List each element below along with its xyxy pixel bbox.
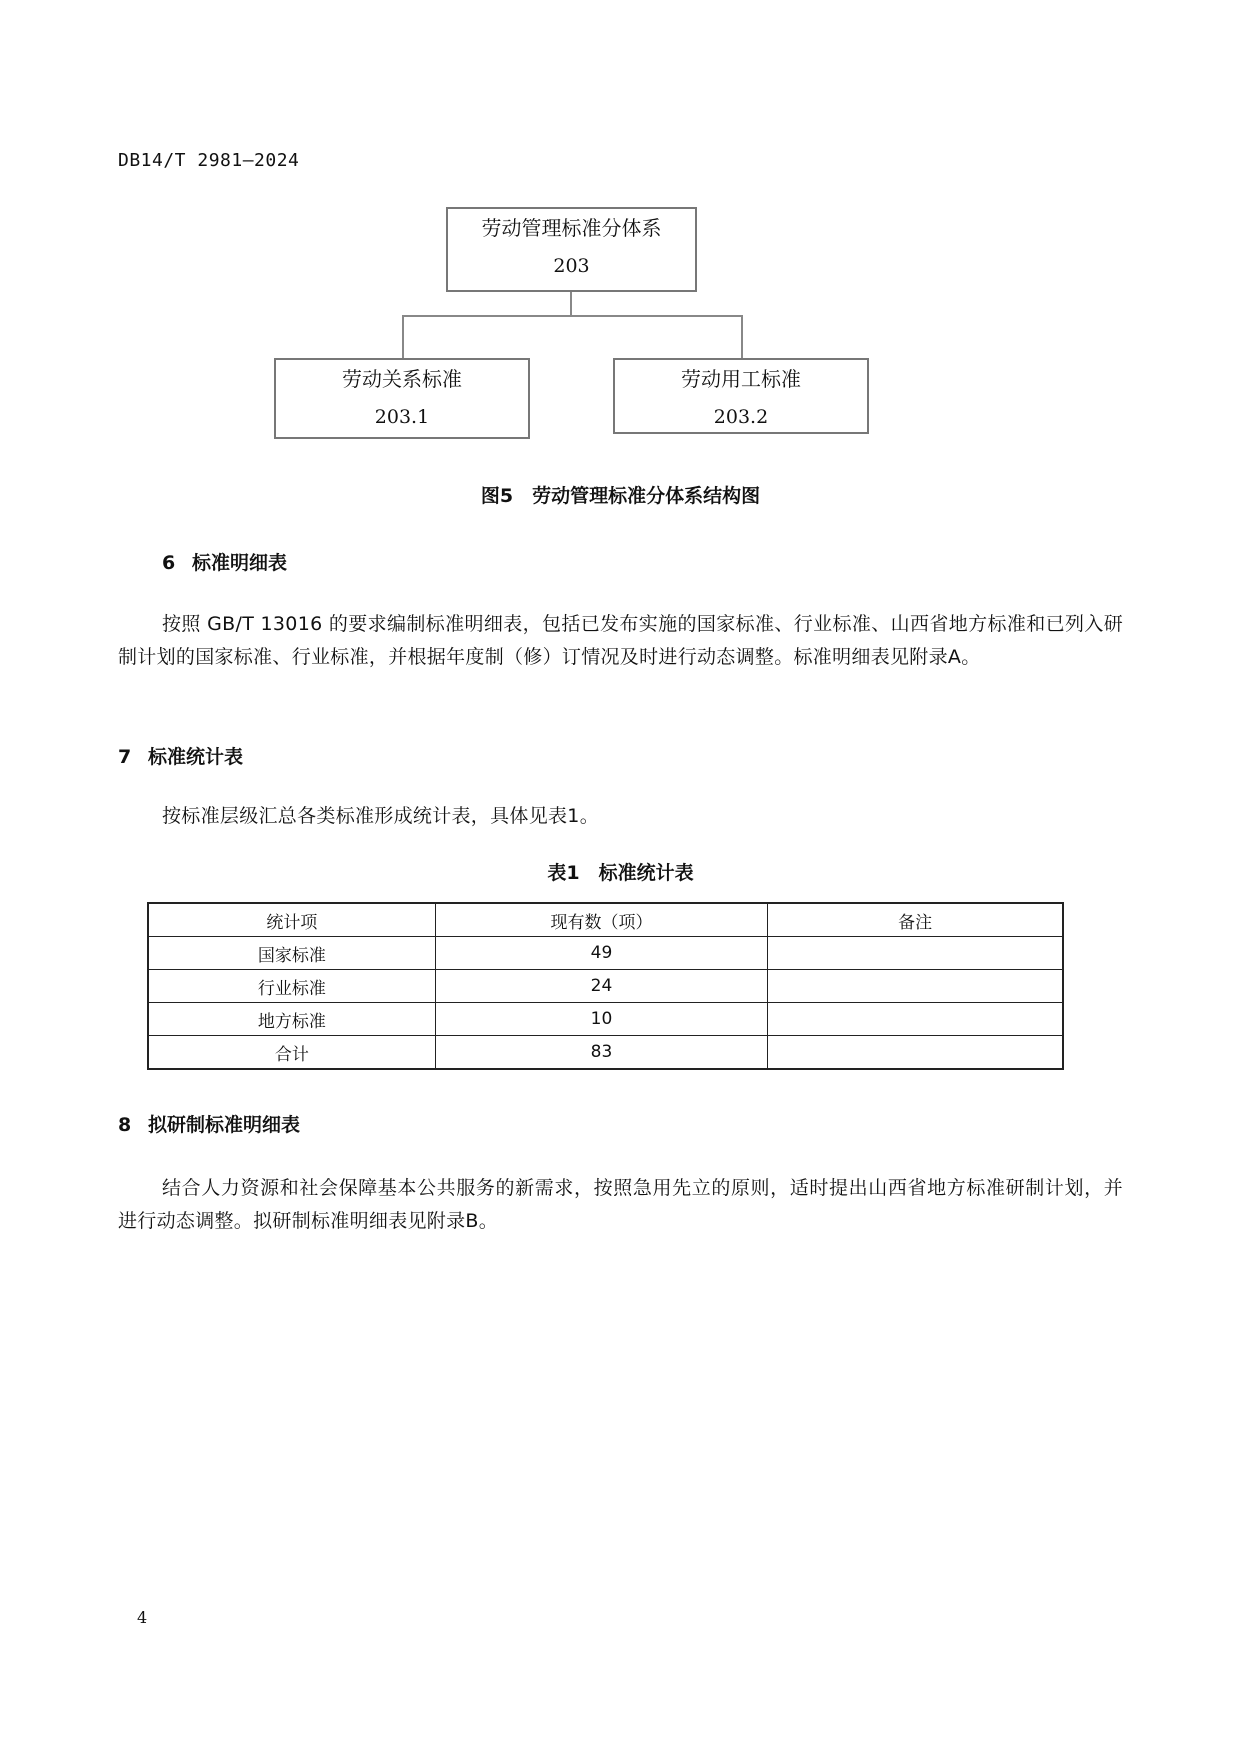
section-8-heading <box>118 1110 300 1137</box>
table-row <box>148 1036 1063 1070</box>
table-row <box>148 970 1063 1003</box>
child-node-title-1: 劳动关系标准 <box>342 367 462 391</box>
document-code: DB14/T 2981—2024 <box>118 150 300 171</box>
section-6-paragraph: 按照 GB/T 13016 的要求编制标准明细表，包括已发布实施的国家标准、行业标准、山西省地方标准和已列入研制计划的国家标准、行业标准，并根据年度制（修）订情况及时进行动态调整。标准明细表见附录A。 <box>118 613 1123 668</box>
section-7-title: 标准统计表 <box>148 746 244 768</box>
section-6-heading <box>162 548 287 575</box>
table-cell: 24 <box>435 970 767 1003</box>
child-node-box-2 <box>613 358 869 434</box>
table-header-cell: 统计项 <box>148 903 435 937</box>
connector-vertical-right <box>741 315 743 359</box>
connector-vertical-root <box>570 292 572 316</box>
root-node-box <box>446 207 697 292</box>
table-cell: 国家标准 <box>148 937 435 970</box>
child-node-code-2: 203.2 <box>713 406 769 428</box>
table-cell <box>768 1003 1063 1036</box>
page-number: 4 <box>137 1608 148 1627</box>
statistics-table <box>147 902 1064 1070</box>
section-6-title: 标准明细表 <box>192 552 288 574</box>
table-cell: 合计 <box>148 1036 435 1070</box>
table-cell: 地方标准 <box>148 1003 435 1036</box>
table-caption: 表1 标准统计表 <box>547 862 694 884</box>
table-cell: 83 <box>435 1036 767 1070</box>
root-node-title: 劳动管理标准分体系 <box>481 216 662 240</box>
section-8-paragraph: 结合人力资源和社会保障基本公共服务的新需求，按照急用先立的原则，适时提出山西省地方标准研制计划，并进行动态调整。拟研制标准明细表见附录B。 <box>118 1177 1123 1232</box>
table-header-cell: 现有数（项） <box>435 903 767 937</box>
table-cell <box>768 937 1063 970</box>
section-7-paragraph: 按标准层级汇总各类标准形成统计表，具体见表1。 <box>162 805 599 827</box>
child-node-code-1: 203.1 <box>374 406 430 428</box>
section-7-number: 7 <box>118 746 132 768</box>
table-cell <box>768 1036 1063 1070</box>
connector-vertical-left <box>402 315 404 359</box>
figure-caption: 图5 劳动管理标准分体系结构图 <box>480 485 761 507</box>
root-node-code: 203 <box>553 255 590 277</box>
table-cell: 10 <box>435 1003 767 1036</box>
connector-horizontal <box>402 315 743 317</box>
table-header-cell: 备注 <box>768 903 1063 937</box>
table-cell: 49 <box>435 937 767 970</box>
child-node-title-2: 劳动用工标准 <box>681 367 801 391</box>
section-8-title: 拟研制标准明细表 <box>148 1114 301 1136</box>
table-row <box>148 1003 1063 1036</box>
section-8-number: 8 <box>118 1114 132 1136</box>
table-cell <box>768 970 1063 1003</box>
table-header-row <box>148 903 1063 937</box>
section-6-number: 6 <box>162 552 176 574</box>
section-7-heading <box>118 742 243 769</box>
child-node-box-1 <box>274 358 530 439</box>
table-row <box>148 937 1063 970</box>
table-cell: 行业标准 <box>148 970 435 1003</box>
